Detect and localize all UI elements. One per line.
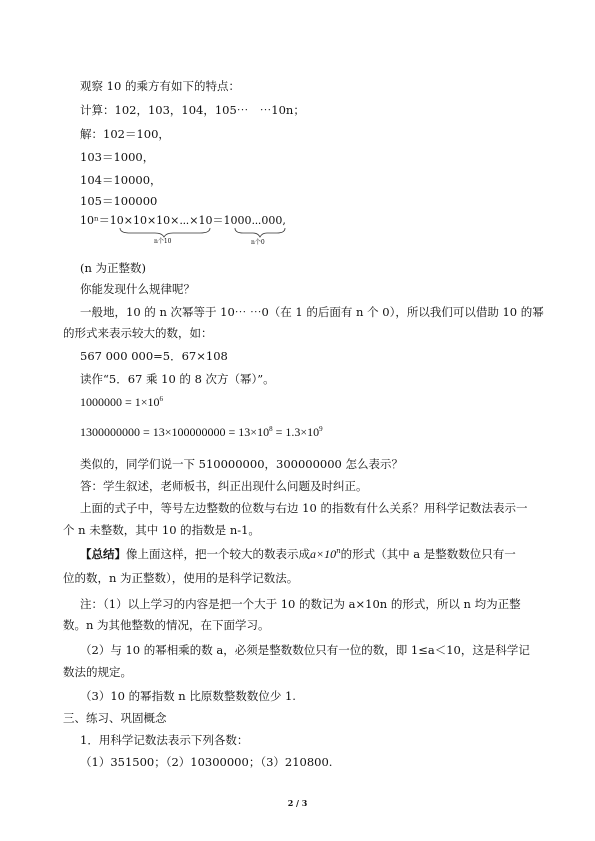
text-line: 数法的规定。 (63, 665, 132, 679)
summary-line (80, 546, 516, 562)
brace-marks (80, 212, 310, 246)
brace-equation-text: 10ⁿ＝10×10×10×⋯×10＝1000⋯000, (80, 214, 286, 227)
text-line: 个 n 未整数，其中 10 的指数是 n-1。 (63, 523, 260, 537)
text-line: 1．用科学记数法表示下列各数： (80, 733, 249, 747)
formula-2-mid: = 1.3×10 (272, 425, 320, 439)
text-line: 注：（1）以上学习的内容是把一个大于 10 的数记为 a×10n 的形式，所以 n 均为正整 (80, 597, 521, 611)
brace-equation (80, 212, 310, 246)
text-line: 104＝10000， (80, 173, 162, 187)
text-line: 位的数，n 为正整数），使用的是科学记数法。 (63, 571, 299, 585)
text-line: 一般地，10 的 n 次幂等于 10⋯ ⋯0（在 1 的后面有 n 个 0），所以我们可以借助 10 的幂 (80, 305, 544, 319)
text-line: 你能发现什么规律呢？ (80, 282, 195, 296)
text-line: 数。n 为其他整数的情况，在下面学习。 (63, 618, 270, 632)
formula-1-exponent: 6 (159, 395, 164, 403)
section-heading: 三、练习、巩固概念 (63, 711, 167, 725)
text-line: （1）351500；（2）10300000；（3）210800. (80, 755, 333, 769)
formula-2-text: 1300000000 = 13×100000000 = 13×10 (80, 425, 270, 439)
text-line: (n 为正整数) (80, 261, 147, 275)
summary-formula-exponent: n (336, 547, 341, 556)
formula-2-exponent-1: 8 (269, 425, 273, 433)
page-number: 2 / 3 (287, 798, 308, 808)
text-line: 567 000 000=5．67×108 (80, 349, 228, 363)
summary-heading: 【总结】 (80, 547, 126, 561)
text-line: （3）10 的幂指数 n 比原数整数数位少 1. (80, 689, 296, 703)
text-line: 计算：102，103，104，105⋯ ⋯10n； (80, 103, 305, 117)
summary-text: 像上面这样，把一个较大的数表示成 (126, 547, 310, 561)
brace-label-right: n个0 (251, 239, 265, 246)
text-line: 解：102＝100， (80, 127, 170, 141)
text-line: 上面的式子中，等号左边整数的位数与右边 10 的指数有什么关系？用科学记数法表示一 (80, 501, 528, 515)
formula-2-exponent-2: 9 (319, 425, 323, 433)
formula-1-text: 1000000 = 1×10 (80, 395, 160, 409)
text-line: 105＝100000 (80, 194, 158, 208)
text-line: 读作“5．67 乘 10 的 8 次方（幂）”。 (80, 372, 275, 386)
summary-text-cont: 的形式（其中 a 是整数数位只有一 (340, 547, 516, 561)
formula-2 (80, 424, 323, 440)
text-line: 答：学生叙述，老师板书，纠正出现什么问题及时纠正。 (80, 479, 368, 493)
text-line: （2）与 10 的幂相乘的数 a，必须是整数数位只有一位的数，即 1≤a＜10，这是科学记 (80, 643, 530, 657)
brace-label-left: n个10 (154, 238, 172, 245)
text-line: 的形式来表示较大的数，如： (63, 326, 213, 340)
text-line: 观察 10 的乘方有如下的特点： (80, 79, 240, 93)
summary-formula: a×10 (310, 547, 337, 561)
formula-1 (80, 394, 163, 410)
text-line: 103＝1000， (80, 150, 155, 164)
text-line: 类似的，同学们说一下 510000000，300000000 怎么表示？ (80, 457, 404, 471)
